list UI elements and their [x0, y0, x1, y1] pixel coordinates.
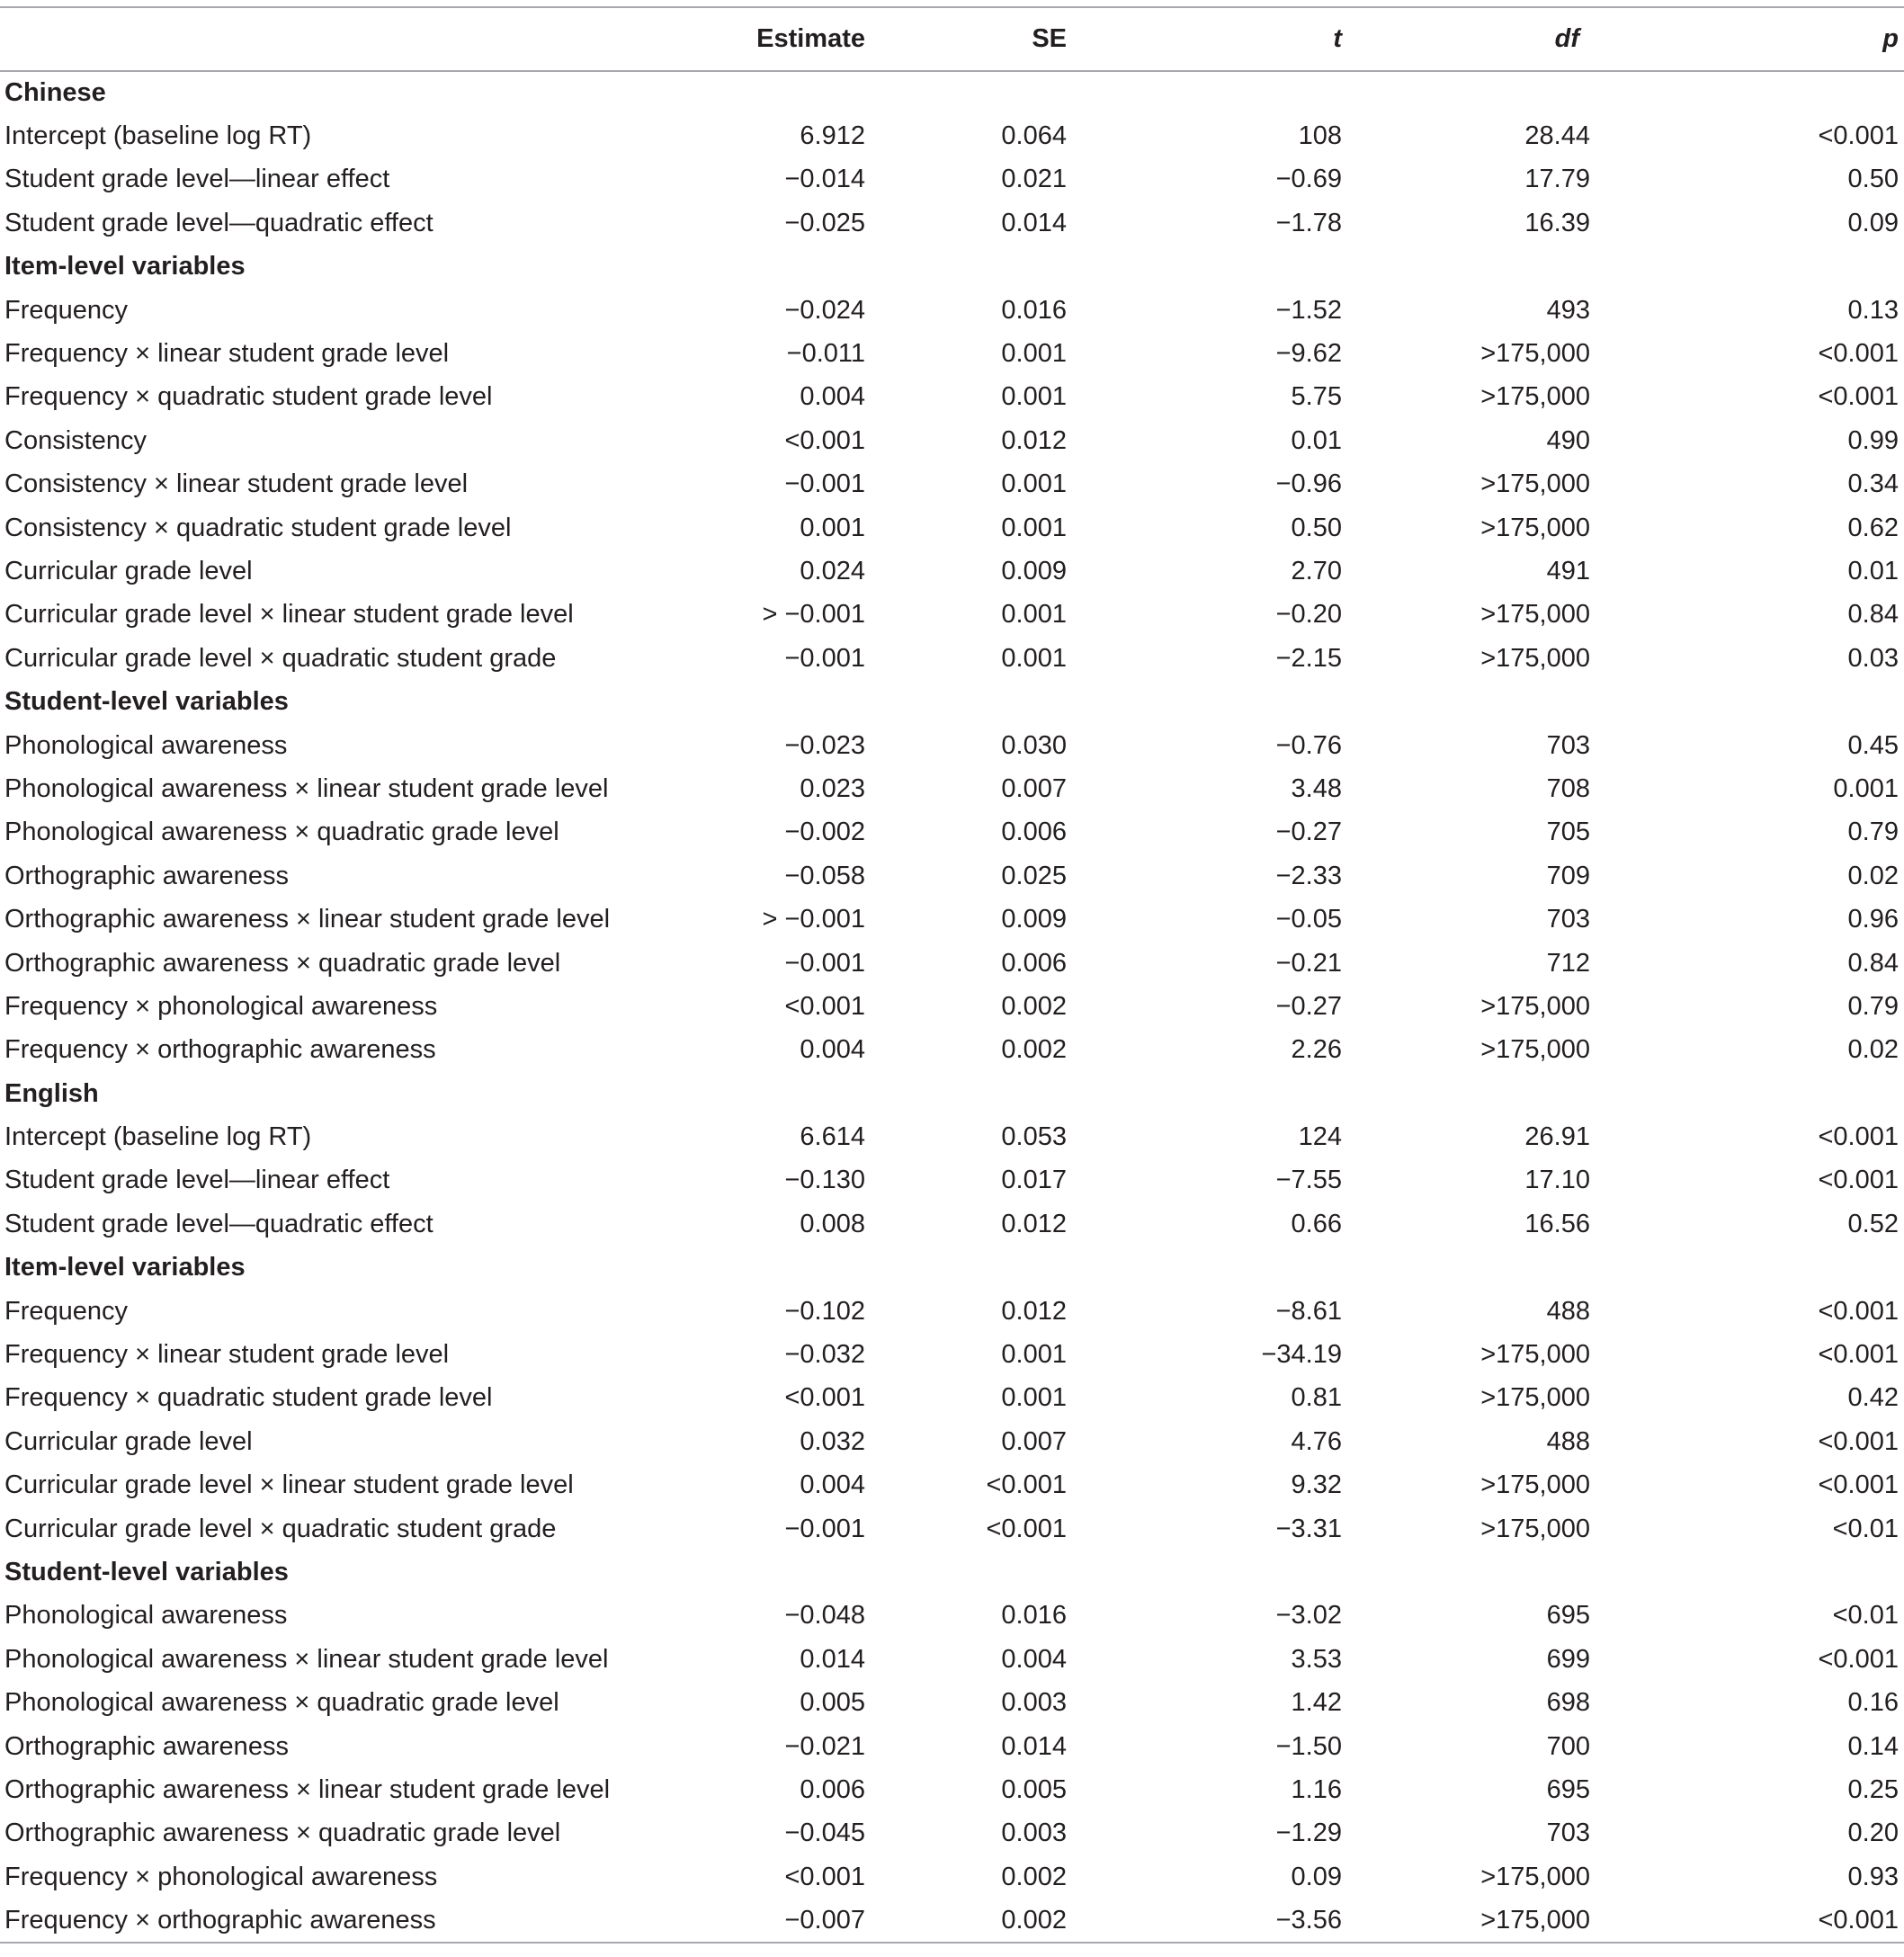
row-label: Frequency × linear student grade level	[4, 339, 450, 369]
estimate-cell: −0.011	[786, 339, 865, 369]
section-heading: Chinese	[4, 78, 106, 108]
p-cell: <0.001	[1818, 1340, 1899, 1370]
t-cell: 3.53	[1291, 1644, 1342, 1674]
estimate-cell: −0.007	[612, 1899, 865, 1942]
t-cell: 0.50	[1291, 513, 1342, 542]
section-heading: Item-level variables	[4, 252, 246, 281]
t-cell: −3.56	[1130, 1899, 1369, 1942]
p-cell: <0.001	[1818, 1122, 1899, 1152]
table-row	[0, 1812, 1904, 1855]
estimate-cell: −0.045	[784, 1818, 865, 1848]
table-row	[0, 637, 1904, 680]
row-label: Consistency × linear student grade level	[4, 469, 469, 499]
row-label: Curricular grade level × linear student grade level	[4, 1470, 574, 1500]
t-cell: 0.66	[1291, 1209, 1342, 1238]
table-row	[0, 289, 1904, 332]
table-row	[0, 1595, 1904, 1638]
df-cell: 703	[1546, 730, 1590, 760]
t-cell: 108	[1298, 121, 1342, 151]
df-cell: 705	[1546, 818, 1590, 847]
p-cell: 0.79	[1847, 818, 1899, 847]
se-cell: 0.001	[1001, 1340, 1067, 1370]
table-row	[0, 1333, 1904, 1376]
row-label: Orthographic awareness	[4, 861, 289, 890]
table-row	[0, 1638, 1904, 1681]
p-cell: <0.001	[1818, 1644, 1899, 1674]
row-label: Student grade level—quadratic effect	[4, 1209, 434, 1238]
t-cell: −9.62	[1275, 339, 1342, 369]
p-cell: 0.52	[1847, 1209, 1899, 1238]
section-heading-row	[0, 1550, 1904, 1594]
t-cell: 4.76	[1291, 1426, 1342, 1456]
se-cell: 0.006	[1001, 948, 1067, 978]
row-label: Phonological awareness	[4, 730, 288, 760]
se-cell: 0.001	[1001, 600, 1067, 630]
df-cell: 490	[1546, 425, 1590, 455]
table-row	[0, 985, 1904, 1028]
row-label: Orthographic awareness × linear student grade level	[4, 1774, 611, 1804]
p-cell: 0.84	[1847, 600, 1899, 630]
t-cell: −3.02	[1275, 1601, 1342, 1631]
se-cell: 0.007	[1001, 773, 1067, 803]
table-row	[0, 550, 1904, 593]
df-cell: 28.44	[1524, 121, 1590, 151]
table-row	[0, 506, 1904, 550]
t-cell: −1.29	[1275, 1818, 1342, 1848]
table-row	[0, 1377, 1904, 1420]
df-cell: 709	[1546, 861, 1590, 890]
t-cell: −2.15	[1275, 643, 1342, 673]
table-row	[0, 158, 1904, 201]
estimate-cell: 0.024	[800, 556, 865, 585]
df-cell: >175,000	[1480, 1035, 1590, 1065]
se-cell: 0.014	[1001, 1731, 1067, 1761]
estimate-cell: 0.014	[800, 1644, 865, 1674]
p-cell: 0.93	[1847, 1862, 1899, 1891]
table-row	[0, 942, 1904, 985]
table-row	[0, 898, 1904, 941]
estimate-cell: 0.004	[800, 1035, 865, 1065]
t-cell: 0.09	[1291, 1862, 1342, 1891]
row-label: Phonological awareness	[4, 1601, 288, 1631]
t-cell: 2.26	[1291, 1035, 1342, 1065]
se-cell: 0.021	[1001, 165, 1067, 194]
p-cell: <0.001	[1818, 382, 1899, 412]
t-cell: 1.42	[1291, 1688, 1342, 1718]
estimate-cell: −0.001	[784, 948, 865, 978]
row-label: Frequency × linear student grade level	[4, 1340, 450, 1370]
se-cell: 0.001	[1001, 513, 1067, 542]
table-row	[0, 1768, 1904, 1811]
table-row	[0, 1855, 1904, 1899]
header-p: p	[1648, 7, 1904, 71]
header-df: df	[1369, 7, 1648, 71]
estimate-cell: −0.021	[784, 1731, 865, 1761]
df-cell: 16.39	[1524, 208, 1590, 237]
table-row	[0, 1464, 1904, 1507]
se-cell: 0.001	[1001, 643, 1067, 673]
header-t: t	[1130, 7, 1369, 71]
row-label: Frequency × quadratic student grade level	[4, 382, 493, 412]
estimate-cell: 0.006	[800, 1774, 865, 1804]
p-cell: 0.25	[1847, 1774, 1899, 1804]
se-cell: 0.016	[1001, 295, 1067, 325]
t-cell: 5.75	[1291, 382, 1342, 412]
t-cell: −0.27	[1275, 818, 1342, 847]
table-row	[0, 594, 1904, 637]
p-cell: 0.79	[1847, 991, 1899, 1021]
row-label: Phonological awareness × quadratic grade level	[4, 818, 559, 847]
section-heading-row	[0, 1247, 1904, 1290]
p-cell: <0.001	[1818, 1470, 1899, 1500]
estimate-cell: −0.102	[784, 1296, 865, 1326]
df-cell: 26.91	[1524, 1122, 1590, 1152]
row-label: Curricular grade level	[4, 1426, 253, 1456]
p-cell: 0.02	[1847, 861, 1899, 890]
row-label: Orthographic awareness × linear student grade level	[4, 905, 611, 934]
header-se: SE	[865, 7, 1130, 71]
table-row	[0, 1202, 1904, 1246]
t-cell: −7.55	[1275, 1166, 1342, 1195]
section-heading: Item-level variables	[4, 1253, 246, 1282]
p-cell: 0.13	[1847, 295, 1899, 325]
estimate-cell: −0.014	[784, 165, 865, 194]
se-cell: 0.001	[1001, 382, 1067, 412]
row-label: Frequency × phonological awareness	[4, 991, 438, 1021]
df-cell: >175,000	[1480, 1862, 1590, 1891]
t-cell: −0.76	[1275, 730, 1342, 760]
table-header	[0, 7, 1904, 71]
row-label: Frequency	[4, 295, 129, 325]
p-cell: <0.001	[1818, 121, 1899, 151]
t-cell: −0.69	[1275, 165, 1342, 194]
section-heading-row	[0, 1072, 1904, 1115]
table-row	[0, 1420, 1904, 1463]
df-cell: 17.79	[1524, 165, 1590, 194]
p-cell: 0.45	[1847, 730, 1899, 760]
estimate-cell: −0.001	[784, 1514, 865, 1543]
row-label: Frequency × quadratic student grade level	[4, 1383, 493, 1413]
df-cell: 698	[1546, 1688, 1590, 1718]
df-cell: 695	[1546, 1601, 1590, 1631]
estimate-cell: 0.004	[800, 1470, 865, 1500]
t-cell: −3.31	[1275, 1514, 1342, 1543]
df-cell: >175,000	[1480, 1514, 1590, 1543]
df-cell: 703	[1546, 1818, 1590, 1848]
se-cell: 0.003	[1001, 1818, 1067, 1848]
t-cell: −1.52	[1275, 295, 1342, 325]
df-cell: 700	[1546, 1731, 1590, 1761]
row-label: Orthographic awareness × quadratic grade level	[4, 948, 561, 978]
row-label: Student grade level—quadratic effect	[4, 208, 434, 237]
se-cell: 0.002	[865, 1899, 1130, 1942]
section-heading-row	[0, 680, 1904, 723]
se-cell: 0.012	[1001, 1209, 1067, 1238]
p-cell: <0.001	[1648, 1899, 1904, 1942]
df-cell: 695	[1546, 1774, 1590, 1804]
se-cell: 0.002	[1001, 1035, 1067, 1065]
p-cell: <0.001	[1818, 1166, 1899, 1195]
se-cell: 0.064	[1001, 121, 1067, 151]
se-cell: 0.001	[1001, 1383, 1067, 1413]
se-cell: 0.012	[1001, 425, 1067, 455]
se-cell: 0.017	[1001, 1166, 1067, 1195]
df-cell: >175,000	[1480, 991, 1590, 1021]
df-cell: 712	[1546, 948, 1590, 978]
t-cell: 2.70	[1291, 556, 1342, 585]
p-cell: <0.001	[1818, 339, 1899, 369]
t-cell: 9.32	[1291, 1470, 1342, 1500]
row-label: Frequency × phonological awareness	[4, 1862, 438, 1891]
estimate-cell: 0.008	[800, 1209, 865, 1238]
se-cell: <0.001	[986, 1470, 1067, 1500]
p-cell: <0.01	[1832, 1601, 1899, 1631]
row-label: Curricular grade level × quadratic student grade	[4, 1514, 557, 1543]
df-cell: 703	[1546, 905, 1590, 934]
p-cell: 0.09	[1847, 208, 1899, 237]
row-label: Intercept (baseline log RT)	[4, 121, 312, 151]
section-heading-row	[0, 71, 1904, 114]
p-cell: 0.62	[1847, 513, 1899, 542]
estimate-cell: −0.130	[784, 1166, 865, 1195]
se-cell: 0.005	[1001, 1774, 1067, 1804]
estimate-cell: −0.048	[784, 1601, 865, 1631]
estimate-cell: <0.001	[784, 1862, 865, 1891]
table-row	[0, 811, 1904, 854]
t-cell: 124	[1298, 1122, 1342, 1152]
section-heading: English	[4, 1078, 99, 1108]
row-label: Student grade level—linear effect	[4, 165, 390, 194]
table-row	[0, 767, 1904, 810]
p-cell: 0.001	[1833, 773, 1899, 803]
t-cell: −8.61	[1275, 1296, 1342, 1326]
p-cell: 0.14	[1847, 1731, 1899, 1761]
df-cell: 493	[1546, 295, 1590, 325]
df-cell: 491	[1546, 556, 1590, 585]
row-label: Orthographic awareness × quadratic grade level	[4, 1818, 561, 1848]
t-cell: −1.78	[1275, 208, 1342, 237]
estimate-cell: <0.001	[784, 991, 865, 1021]
estimate-cell: −0.024	[784, 295, 865, 325]
t-cell: −0.21	[1275, 948, 1342, 978]
row-label: Curricular grade level × quadratic student grade	[4, 643, 557, 673]
t-cell: 1.16	[1291, 1774, 1342, 1804]
estimate-cell: <0.001	[784, 1383, 865, 1413]
header-estimate: Estimate	[612, 7, 865, 71]
t-cell: −34.19	[1261, 1340, 1342, 1370]
p-cell: <0.001	[1818, 1426, 1899, 1456]
row-label: Consistency × quadratic student grade level	[4, 513, 512, 542]
p-cell: 0.34	[1847, 469, 1899, 499]
p-cell: 0.03	[1847, 643, 1899, 673]
estimate-cell: −0.001	[784, 643, 865, 673]
df-cell: >175,000	[1480, 643, 1590, 673]
estimate-cell: −0.001	[784, 469, 865, 499]
se-cell: 0.030	[1001, 730, 1067, 760]
row-label: Phonological awareness × linear student grade level	[4, 773, 609, 803]
t-cell: 0.01	[1291, 425, 1342, 455]
header-row	[0, 7, 1904, 71]
df-cell: 17.10	[1524, 1166, 1590, 1195]
se-cell: 0.014	[1001, 208, 1067, 237]
table-row	[0, 376, 1904, 419]
row-label: Orthographic awareness	[4, 1731, 289, 1761]
table-row	[0, 114, 1904, 157]
df-cell: >175,000	[1480, 1383, 1590, 1413]
table-row	[0, 1115, 1904, 1158]
se-cell: <0.001	[986, 1514, 1067, 1543]
df-cell: >175,000	[1480, 382, 1590, 412]
se-cell: 0.002	[1001, 1862, 1067, 1891]
row-label: Phonological awareness × linear student grade level	[4, 1644, 609, 1674]
p-cell: 0.20	[1847, 1818, 1899, 1848]
estimate-cell: 6.912	[800, 121, 865, 151]
table-row	[0, 1681, 1904, 1724]
section-heading: Student-level variables	[4, 687, 289, 717]
df-cell: 16.56	[1524, 1209, 1590, 1238]
df-cell: 488	[1546, 1296, 1590, 1326]
t-cell: −0.05	[1275, 905, 1342, 934]
se-cell: 0.001	[1001, 339, 1067, 369]
p-cell: 0.01	[1847, 556, 1899, 585]
p-cell: <0.01	[1832, 1514, 1899, 1543]
section-heading-row	[0, 246, 1904, 289]
se-cell: 0.016	[1001, 1601, 1067, 1631]
table-row	[0, 724, 1904, 767]
table-row	[0, 1290, 1904, 1333]
table-row	[0, 419, 1904, 462]
df-cell: >175,000	[1480, 469, 1590, 499]
p-cell: <0.001	[1818, 1296, 1899, 1326]
t-cell: −0.27	[1275, 991, 1342, 1021]
table-row	[0, 854, 1904, 898]
section-heading: Student-level variables	[4, 1557, 289, 1586]
df-cell: >175,000	[1480, 1340, 1590, 1370]
table-row	[0, 1159, 1904, 1202]
p-cell: 0.50	[1847, 165, 1899, 194]
se-cell: 0.009	[1001, 556, 1067, 585]
table-row	[0, 1899, 1904, 1942]
estimate-cell: −0.032	[784, 1340, 865, 1370]
p-cell: 0.96	[1847, 905, 1899, 934]
estimate-cell: −0.002	[784, 818, 865, 847]
t-cell: 0.81	[1291, 1383, 1342, 1413]
se-cell: 0.006	[1001, 818, 1067, 847]
estimate-cell: 0.001	[800, 513, 865, 542]
t-cell: −0.96	[1275, 469, 1342, 499]
t-cell: −0.20	[1275, 600, 1342, 630]
table-body	[0, 71, 1904, 1943]
se-cell: 0.053	[1001, 1122, 1067, 1152]
se-cell: 0.003	[1001, 1688, 1067, 1718]
estimate-cell: 0.023	[800, 773, 865, 803]
se-cell: 0.001	[1001, 469, 1067, 499]
se-cell: 0.009	[1001, 905, 1067, 934]
row-label: Frequency × orthographic awareness	[0, 1899, 612, 1942]
p-cell: 0.99	[1847, 425, 1899, 455]
header-label	[0, 7, 612, 71]
table-row	[0, 332, 1904, 375]
estimate-cell: 6.614	[800, 1122, 865, 1152]
df-cell: >175,000	[1369, 1899, 1648, 1942]
df-cell: 488	[1546, 1426, 1590, 1456]
estimate-cell: 0.004	[800, 382, 865, 412]
estimate-cell: −0.058	[784, 861, 865, 890]
p-cell: 0.02	[1847, 1035, 1899, 1065]
se-cell: 0.004	[1001, 1644, 1067, 1674]
df-cell: >175,000	[1480, 339, 1590, 369]
table-row	[0, 1725, 1904, 1768]
row-label: Curricular grade level	[4, 556, 253, 585]
t-cell: 3.48	[1291, 773, 1342, 803]
estimate-cell: > −0.001	[762, 600, 865, 630]
row-label: Frequency × orthographic awareness	[4, 1035, 436, 1065]
t-cell: −2.33	[1275, 861, 1342, 890]
se-cell: 0.025	[1001, 861, 1067, 890]
table-row	[0, 1507, 1904, 1550]
table-row	[0, 1029, 1904, 1072]
row-label: Consistency	[4, 425, 147, 455]
df-cell: 708	[1546, 773, 1590, 803]
row-label: Intercept (baseline log RT)	[4, 1122, 312, 1152]
estimate-cell: > −0.001	[762, 905, 865, 934]
t-cell: −1.50	[1275, 1731, 1342, 1761]
df-cell: >175,000	[1480, 513, 1590, 542]
row-label: Phonological awareness × quadratic grade level	[4, 1688, 559, 1718]
estimate-cell: −0.025	[784, 208, 865, 237]
table-row	[0, 463, 1904, 506]
se-cell: 0.002	[1001, 991, 1067, 1021]
row-label: Student grade level—linear effect	[4, 1166, 390, 1195]
df-cell: >175,000	[1480, 600, 1590, 630]
df-cell: 699	[1546, 1644, 1590, 1674]
results-table	[0, 6, 1904, 1944]
estimate-cell: 0.005	[800, 1688, 865, 1718]
p-cell: 0.42	[1847, 1383, 1899, 1413]
results-table-container	[0, 6, 1904, 1944]
estimate-cell: −0.023	[784, 730, 865, 760]
estimate-cell: 0.032	[800, 1426, 865, 1456]
se-cell: 0.007	[1001, 1426, 1067, 1456]
row-label: Frequency	[4, 1296, 129, 1326]
table-row	[0, 201, 1904, 245]
se-cell: 0.012	[1001, 1296, 1067, 1326]
p-cell: 0.16	[1847, 1688, 1899, 1718]
p-cell: 0.84	[1847, 948, 1899, 978]
estimate-cell: <0.001	[784, 425, 865, 455]
row-label: Curricular grade level × linear student grade level	[4, 600, 574, 630]
df-cell: >175,000	[1480, 1470, 1590, 1500]
